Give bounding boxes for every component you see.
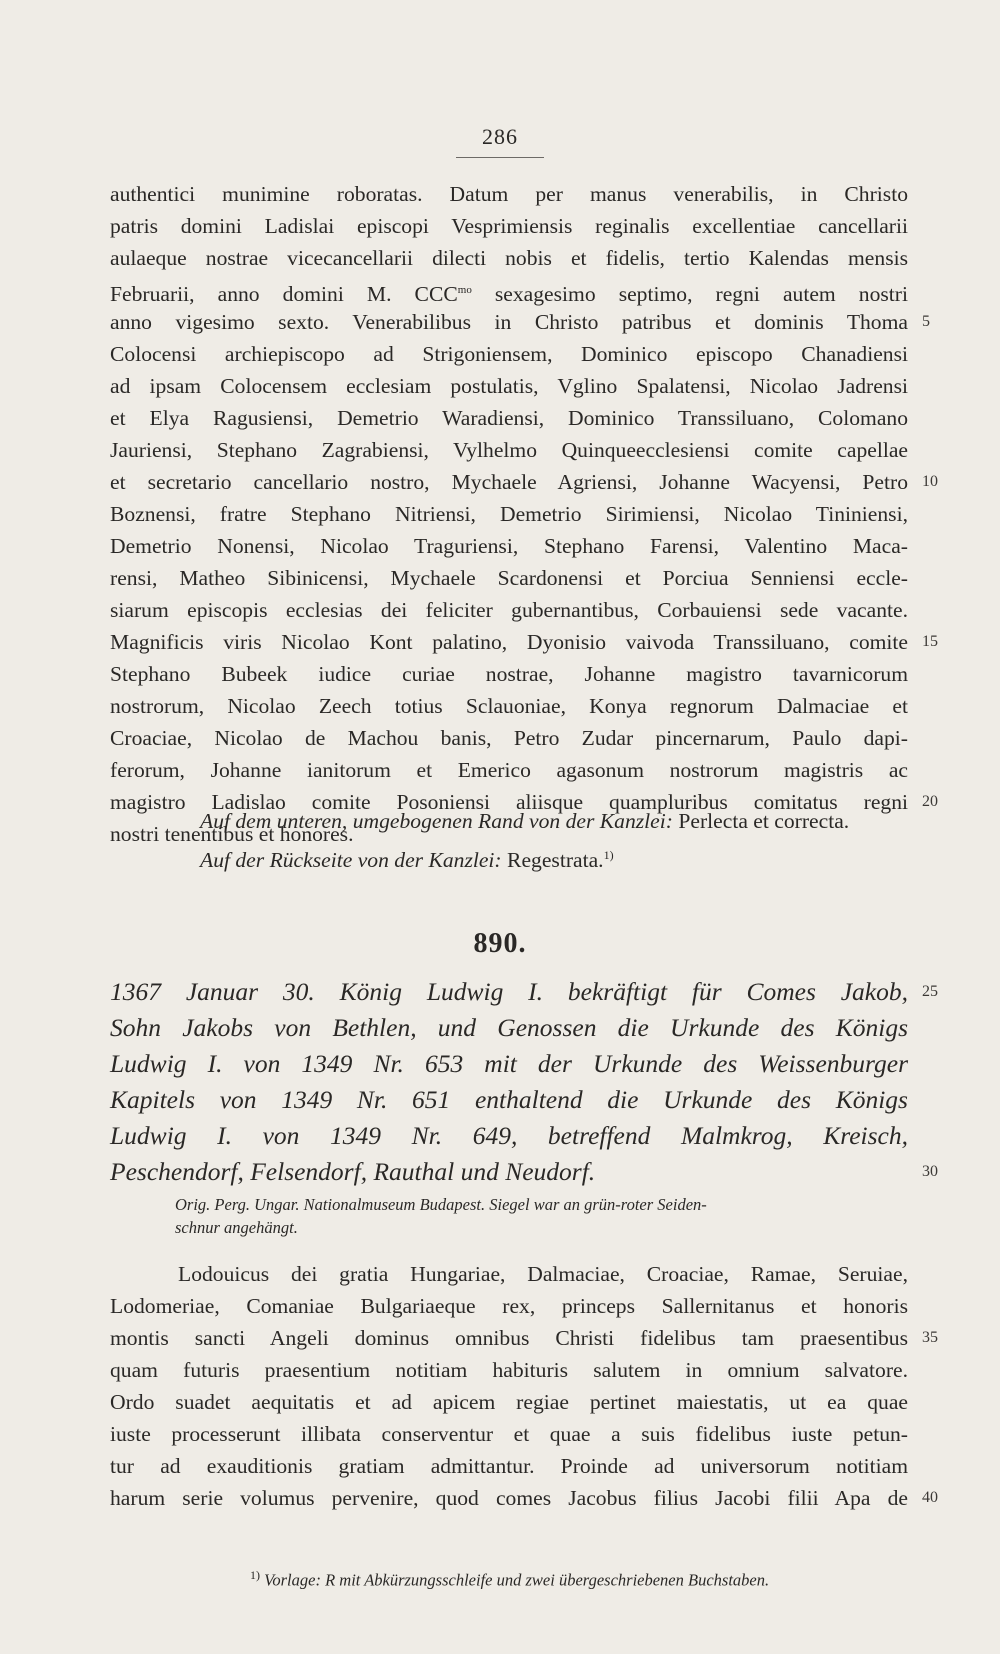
body-text (110, 178, 938, 850)
body-line: Boznensi, fratre Stephano Nitriensi, Demetrio Sirimiensi, Nicolao Tininiensi, (110, 502, 908, 526)
rubric-line: Peschendorf, Felsendorf, Rauthal und Neudorf. (110, 1157, 596, 1186)
line-number: 40 (922, 1489, 938, 1506)
provenance-note (175, 1193, 908, 1239)
body-line: patris domini Ladislai episcopi Vesprimiensis reginalis excellentiae cancellarii (110, 214, 908, 238)
body-line: anno vigesimo sexto. Venerabilibus in Christo patribus et dominis Thoma (110, 310, 908, 334)
line-number: 20 (922, 793, 938, 810)
footnote (250, 1568, 910, 1591)
body-line: ad ipsam Colocensem ecclesiam postulatis, Vglino Spalatensi, Nicolao Jadrensi (110, 374, 908, 398)
rubric-line: 1367 Januar 30. König Ludwig I. bekräftigt für Comes Jakob, (110, 977, 908, 1006)
body-line: Magnificis viris Nicolao Kont palatino, Dyonisio vaivoda Transsiluano, comite (110, 630, 908, 654)
body-line: et Elya Ragusiensi, Demetrio Waradiensi, Dominico Transsiluano, Colomano (110, 406, 908, 430)
document-number: 890. (473, 928, 527, 959)
footnote-marker: 1) (250, 1568, 260, 1582)
body-line: Stephano Bubeek iudice curiae nostrae, Johanne magistro tavarnicorum (110, 662, 908, 686)
line-number: 15 (922, 633, 938, 650)
body-line: Jauriensi, Stephano Zagrabiensi, Vylhelmo Quinqueecclesiensi comite capellae (110, 438, 908, 462)
body-line: nostri tenentibus et honores. (110, 822, 354, 846)
body-line: siarum episcopis ecclesias dei feliciter gubernantibus, Corbauiensi sede vacante. (110, 598, 908, 622)
provenance-line: schnur angehängt. (175, 1218, 298, 1237)
chancery-note-label: Auf dem unteren, umgebogenen Rand von der Kanzlei: (200, 809, 673, 833)
charter-line: Lodouicus dei gratia Hungariae, Dalmaciae, Croaciae, Ramae, Seruiae, (178, 1262, 908, 1286)
charter-text (110, 1258, 938, 1514)
charter-line: montis sancti Angeli dominus omnibus Christi fidelibus tam praesentibus (110, 1326, 908, 1350)
body-line: et secretario cancellario nostro, Mychaele Agriensi, Johanne Wacyensi, Petro (110, 470, 908, 494)
superscript-mo: mo (457, 284, 472, 296)
body-line: magistro Ladislao comite Posoniensi aliisque quampluribus comitatus regni (110, 790, 908, 814)
body-line: Croaciae, Nicolao de Machou banis, Petro Zudar pincernarum, Paulo dapi- (110, 726, 908, 750)
rubric-line: Ludwig I. von 1349 Nr. 649, betreffend Malmkrog, Kreisch, (110, 1121, 908, 1150)
line-number: 35 (922, 1329, 938, 1346)
rubric (110, 974, 938, 1190)
charter-line: quam futuris praesentium notitiam habituris salutem in omnium salvatore. (110, 1358, 908, 1382)
body-line: rensi, Matheo Sibinicensi, Mychaele Scardonensi et Porciua Senniensi eccle- (110, 566, 908, 590)
page-number: 286 (482, 124, 518, 149)
chancery-note-text: Regestrata. (507, 848, 604, 873)
provenance-line: Orig. Perg. Ungar. Nationalmuseum Budapest. Siegel war an grün-roter Seiden- (175, 1195, 707, 1214)
rubric-line: Ludwig I. von 1349 Nr. 653 mit der Urkunde des Weissenburger (110, 1049, 908, 1078)
chancery-note-text: Perlecta et correcta. (678, 809, 850, 833)
charter-line: iuste processerunt illibata conserventur et quae a suis fidelibus iuste petun- (110, 1422, 908, 1446)
line-number: 5 (922, 313, 930, 330)
body-line: aulaeque nostrae vicecancellarii dilecti nobis et fidelis, tertio Kalendas mensis (110, 246, 908, 270)
footnote-reference: 1) (603, 848, 614, 862)
body-line: authentici munimine roboratas. Datum per manus venerabilis, in Christo (110, 182, 908, 206)
rubric-line: Kapitels von 1349 Nr. 651 enthaltend die Urkunde des Königs (110, 1085, 908, 1114)
charter-line: Ordo suadet aequitatis et ad apicem regiae pertinet maiestatis, ut ea quae (110, 1390, 908, 1414)
chancery-note-label: Auf der Rückseite von der Kanzlei: (200, 848, 502, 873)
body-line: Demetrio Nonensi, Nicolao Traguriensi, Stephano Farensi, Valentino Maca- (110, 534, 908, 558)
rubric-line: Sohn Jakobs von Bethlen, und Genossen die Urkunde des Königs (110, 1013, 908, 1042)
chancery-note-reverse (200, 839, 908, 876)
header-rule (456, 157, 544, 158)
charter-line: Lodomeriae, Comaniae Bulgariaeque rex, princeps Sallernitanus et honoris (110, 1294, 908, 1318)
body-line: Colocensi archiepiscopo ad Strigoniensem, Dominico episcopo Chanadiensi (110, 342, 908, 366)
body-line: Februarii, anno domini M. $CCC^{mo}$ sexagesimo septimo, regni autem nostri (110, 282, 908, 307)
footnote-text: Vorlage: R mit Abkürzungsschleife und zwei übergeschriebenen Buchstaben. (264, 1570, 770, 1590)
charter-line: harum serie volumus pervenire, quod comes Jacobus filius Jacobi filii Apa de (110, 1486, 908, 1510)
line-number: 30 (922, 1163, 938, 1180)
body-line: nostrorum, Nicolao Zeech totius Sclauoniae, Konya regnorum Dalmaciae et (110, 694, 908, 718)
charter-line: tur ad exauditionis gratiam admittantur. Proinde ad universorum notitiam (110, 1454, 908, 1478)
line-number: 10 (922, 473, 938, 490)
body-line: ferorum, Johanne ianitorum et Emerico agasonum nostrorum magistris ac (110, 758, 908, 782)
line-number: 25 (922, 983, 938, 1000)
chancery-note-lower-margin (200, 805, 908, 837)
